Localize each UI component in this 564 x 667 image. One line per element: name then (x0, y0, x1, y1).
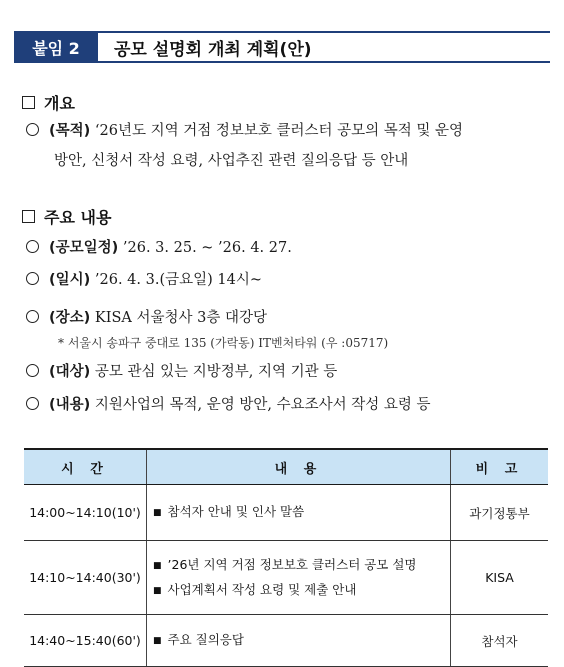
main-item-content (26, 393, 431, 417)
item-text: ’26. 3. 25. ~ ’26. 4. 27. (122, 240, 292, 256)
section-heading-label: 개요 (44, 94, 75, 113)
item-text: KISA 서울청사 3층 대강당 (94, 310, 267, 326)
item-label: (대상) (49, 364, 91, 380)
header-content: 내 용 (147, 449, 451, 485)
item-text: 공모 관심 있는 지방정부, 지역 기관 등 (94, 364, 338, 380)
circle-bullet-icon (26, 272, 39, 285)
item-label: (공모일정) (49, 240, 119, 256)
list-item: ■ 사업계획서 작성 요령 및 제출 안내 (153, 578, 449, 603)
table-row (24, 615, 548, 667)
row-time: 14:40~15:40(60') (24, 615, 147, 667)
item-label: (목적) (49, 123, 91, 139)
main-item-venue (26, 306, 267, 330)
item-text: 지원사업의 목적, 운영 방안, 수요조사서 작성 요령 등 (94, 397, 431, 413)
circle-bullet-icon (26, 240, 39, 253)
section-heading-main (22, 205, 111, 228)
row-note: 과기정통부 (451, 485, 549, 541)
item-label: (내용) (49, 397, 91, 413)
item-text: ‘26년도 지역 거점 정보보호 클러스터 공모의 목적 및 운영 (94, 123, 463, 139)
row-content (147, 615, 451, 667)
main-item-target (26, 360, 337, 384)
table-row (24, 485, 548, 541)
header-time: 시 간 (24, 449, 147, 485)
title-bar (14, 31, 550, 63)
row-note: 참석자 (451, 615, 549, 667)
section-heading-overview (22, 91, 75, 114)
page-title: 공모 설명회 개최 계획(안) (114, 39, 312, 60)
section-heading-label: 주요 내용 (44, 208, 112, 227)
item-label: (일시) (49, 272, 91, 288)
square-bullet-icon (22, 96, 35, 109)
row-note: KISA (451, 541, 549, 615)
list-item: ■ ’26년 지역 거점 정보보호 클러스터 공모 설명 (153, 553, 449, 578)
row-time: 14:00~14:10(10') (24, 485, 147, 541)
venue-address-note: * 서울시 송파구 중대로 135 (가락동) IT벤처타워 (우 :05717) (58, 336, 389, 350)
circle-bullet-icon (26, 397, 39, 410)
row-content (147, 485, 451, 541)
header-note: 비 고 (451, 449, 549, 485)
square-bullet-icon (22, 210, 35, 223)
main-item-datetime (26, 268, 262, 292)
row-content (147, 541, 451, 615)
overview-item-purpose (26, 119, 463, 143)
item-label: (장소) (49, 310, 91, 326)
overview-item-continuation: 방안, 신청서 작성 요령, 사업추진 관련 질의응답 등 안내 (54, 153, 409, 169)
circle-bullet-icon (26, 310, 39, 323)
row-time: 14:10~14:40(30') (24, 541, 147, 615)
attachment-badge: 붙임 2 (14, 31, 98, 63)
circle-bullet-icon (26, 364, 39, 377)
main-item-schedule (26, 236, 292, 260)
list-item: ■ 참석자 안내 및 인사 말씀 (153, 500, 449, 525)
schedule-table (24, 448, 548, 667)
table-row (24, 541, 548, 615)
list-item: ■ 주요 질의응답 (153, 628, 449, 653)
table-header-row (24, 449, 548, 485)
circle-bullet-icon (26, 123, 39, 136)
item-text: ’26. 4. 3.(금요일) 14시~ (94, 272, 262, 288)
